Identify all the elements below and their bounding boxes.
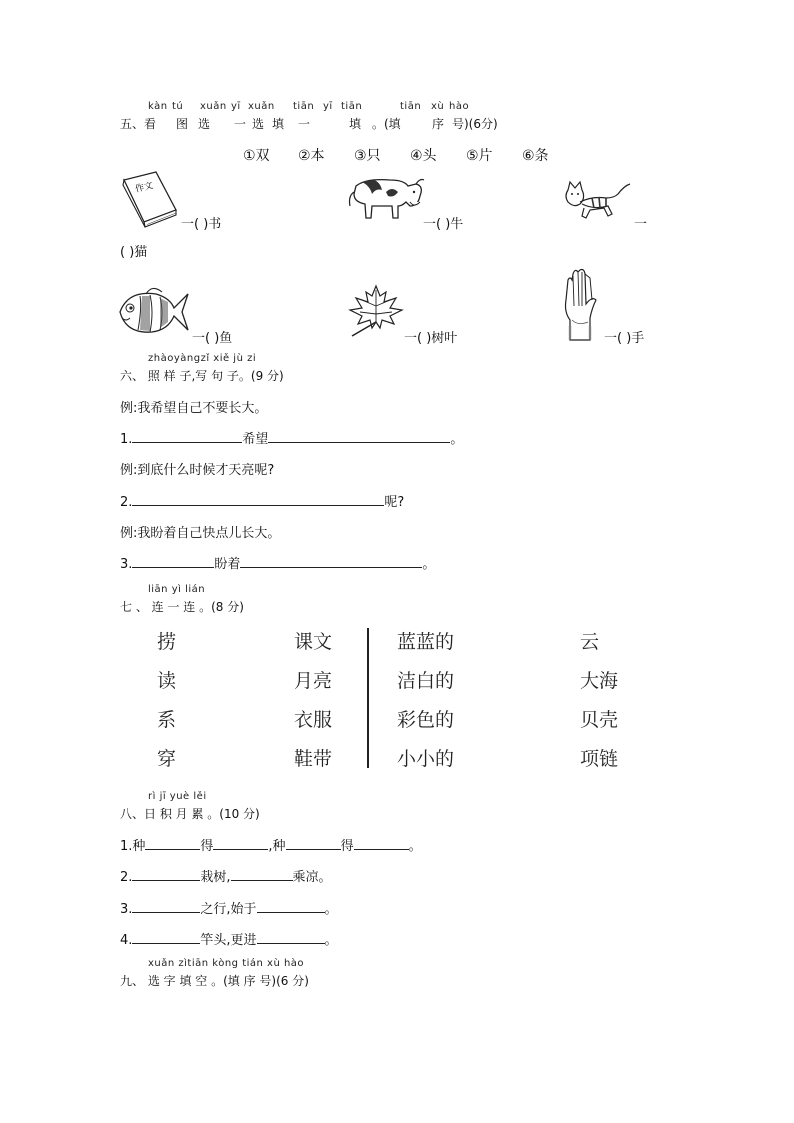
section-title: 五、看 xyxy=(120,117,157,131)
pinyin: tiān xyxy=(341,101,363,112)
question-text: 盼着 xyxy=(214,557,241,572)
answer-blank[interactable] xyxy=(286,837,341,850)
blank-cat-a: 一 xyxy=(634,217,648,232)
match-word[interactable]: 课文 xyxy=(294,631,333,653)
option: ④头 xyxy=(410,148,437,164)
match-word[interactable]: 大海 xyxy=(580,670,619,692)
match-word[interactable]: 月亮 xyxy=(294,670,333,692)
question-text: ,种 xyxy=(268,839,286,854)
answer-blank[interactable] xyxy=(240,555,422,568)
title-char: 填 xyxy=(272,117,285,131)
section-title: 九、 选 字 填 空 。(填 序 号)(6 分) xyxy=(120,974,309,988)
pinyin: yī xyxy=(323,101,333,112)
title-char: 一 xyxy=(234,117,247,131)
pinyin: xuǎn zìtiān kòng tián xù hào xyxy=(148,958,305,969)
question-4 xyxy=(120,929,338,948)
question-2 xyxy=(120,866,332,885)
pinyin: xuǎn xyxy=(200,101,227,112)
section-title: 七 、 连 一 连 。(8 分) xyxy=(120,600,244,614)
question-number: 1. xyxy=(120,432,133,447)
match-word[interactable]: 衣服 xyxy=(294,709,333,731)
question-3 xyxy=(120,898,338,917)
blank-leaf: 一( )树叶 xyxy=(404,331,458,346)
option: ③只 xyxy=(354,148,381,164)
fish-picture xyxy=(116,284,192,340)
question-number: 2. xyxy=(120,495,133,510)
question-1 xyxy=(120,835,422,854)
title-char: 号)(6分) xyxy=(452,117,498,131)
blank-hand: 一( )手 xyxy=(604,331,645,346)
answer-blank[interactable] xyxy=(268,430,450,443)
leaf-picture xyxy=(346,282,406,340)
question-text: 得 xyxy=(340,839,354,854)
pinyin: yī xyxy=(231,101,241,112)
pinyin: xuǎn xyxy=(248,101,275,112)
question-text: 1.种 xyxy=(120,839,146,854)
hands-picture xyxy=(560,266,606,342)
cow-picture xyxy=(346,172,428,222)
answer-blank[interactable] xyxy=(132,868,200,881)
pinyin: kàn xyxy=(148,101,168,112)
example-sentence: 例:我希望自己不要长大。 xyxy=(120,401,268,416)
blank-book: 一( )书 xyxy=(181,217,222,232)
pinyin: tiān xyxy=(400,101,422,112)
match-word[interactable]: 捞 xyxy=(157,631,177,653)
column-divider xyxy=(367,628,369,768)
question-number: 3. xyxy=(120,557,133,572)
section-title: 八、日 积 月 累 。(10 分) xyxy=(120,807,260,821)
question-text: 。 xyxy=(422,557,436,572)
title-char: 选 xyxy=(198,117,211,131)
question-1 xyxy=(120,428,463,447)
section-title: 六、 照 样 子,写 句 子。(9 分) xyxy=(120,369,284,383)
answer-blank[interactable] xyxy=(132,900,200,913)
question-text: 希望 xyxy=(242,432,269,447)
answer-blank[interactable] xyxy=(257,931,325,944)
example-sentence: 例:我盼着自己快点儿长大。 xyxy=(120,526,281,541)
title-char: 图 xyxy=(176,117,189,131)
match-word[interactable]: 项链 xyxy=(580,748,619,770)
question-number: 4. xyxy=(120,933,133,948)
answer-blank[interactable] xyxy=(132,555,214,568)
example-sentence: 例:到底什么时候才天亮呢? xyxy=(120,463,275,478)
match-word[interactable]: 彩色的 xyxy=(397,709,455,731)
option: ⑥条 xyxy=(522,148,549,164)
blank-cat-b: ( )猫 xyxy=(120,245,148,260)
question-3 xyxy=(120,553,435,572)
question-text: 栽树, xyxy=(200,870,231,885)
title-char: 。(填 xyxy=(372,117,401,131)
answer-blank[interactable] xyxy=(132,931,200,944)
match-word[interactable]: 系 xyxy=(157,709,177,731)
cat-picture xyxy=(562,180,634,220)
match-word[interactable]: 贝壳 xyxy=(580,709,619,731)
match-word[interactable]: 穿 xyxy=(157,748,177,770)
pinyin: xù xyxy=(431,101,445,112)
answer-blank[interactable] xyxy=(257,900,325,913)
pinyin: zhàoyàngzǐ xiě jù zi xyxy=(148,353,257,364)
match-word[interactable]: 鞋带 xyxy=(294,748,333,770)
question-text: 乘凉。 xyxy=(292,870,332,885)
book-picture xyxy=(118,170,180,228)
answer-blank[interactable] xyxy=(213,837,268,850)
pinyin: tú xyxy=(172,101,184,112)
match-word[interactable]: 云 xyxy=(580,631,600,653)
question-text: 之行,始于 xyxy=(200,902,257,917)
match-word[interactable]: 蓝蓝的 xyxy=(397,631,455,653)
question-number: 2. xyxy=(120,870,133,885)
question-text: 呢? xyxy=(384,495,405,510)
title-char: 一 xyxy=(298,117,311,131)
option: ②本 xyxy=(298,148,325,164)
answer-blank[interactable] xyxy=(132,430,242,443)
match-word[interactable]: 读 xyxy=(157,670,177,692)
blank-cow: 一( )牛 xyxy=(423,217,464,232)
book-label: 作文 xyxy=(134,180,155,195)
match-word[interactable]: 洁白的 xyxy=(397,670,455,692)
title-char: 序 xyxy=(432,117,445,131)
question-text: 竿头,更进 xyxy=(200,933,257,948)
question-text: 。 xyxy=(408,839,422,854)
question-text: 。 xyxy=(450,432,464,447)
blank-fish: 一( )鱼 xyxy=(192,331,233,346)
answer-blank[interactable] xyxy=(354,837,409,850)
answer-blank[interactable] xyxy=(145,837,200,850)
title-char: 选 xyxy=(252,117,265,131)
question-2 xyxy=(120,491,404,510)
option: ①双 xyxy=(243,148,270,164)
question-text: 。 xyxy=(324,933,338,948)
match-word[interactable]: 小小的 xyxy=(397,748,455,770)
pinyin: tiān xyxy=(293,101,315,112)
question-text: 。 xyxy=(324,902,338,917)
answer-blank[interactable] xyxy=(231,868,293,881)
pinyin: rì jī yuè lěi xyxy=(148,791,207,802)
option: ⑤片 xyxy=(466,148,493,164)
answer-blank[interactable] xyxy=(132,493,384,506)
title-char: 填 xyxy=(349,117,362,131)
question-text: 得 xyxy=(200,839,214,854)
pinyin: hào xyxy=(449,101,470,112)
pinyin: liān yì lián xyxy=(148,584,206,595)
question-number: 3. xyxy=(120,902,133,917)
